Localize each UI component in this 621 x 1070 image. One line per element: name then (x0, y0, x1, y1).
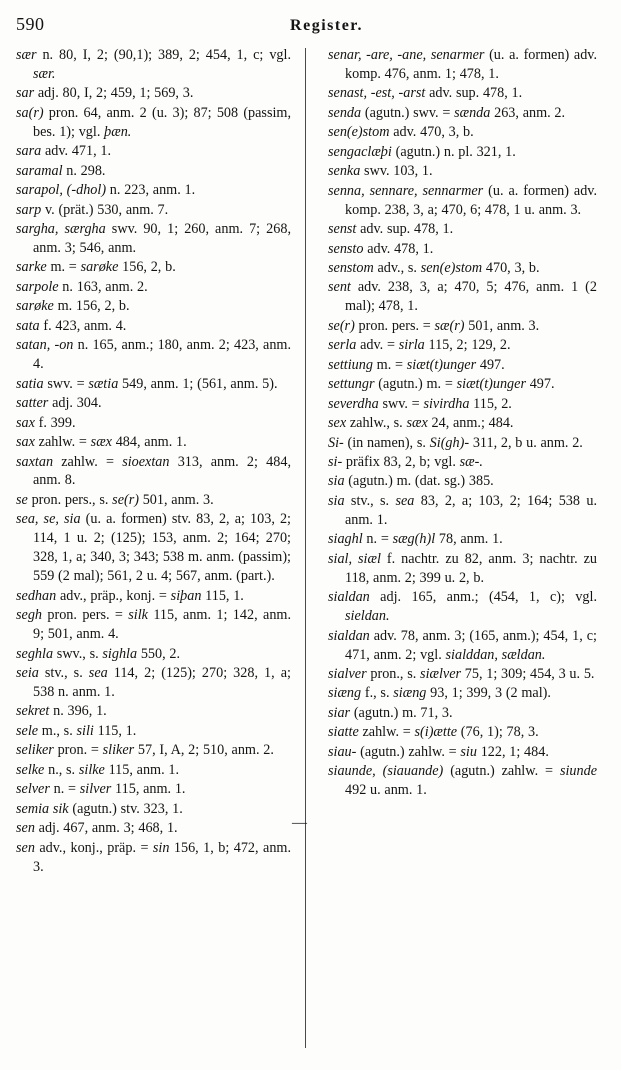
register-entry: sia (agutn.) m. (dat. sg.) 385. (328, 473, 494, 490)
folio-number: 590 (16, 14, 45, 34)
register-entry: sex zahlw., s. sæx 24, anm.; 484. (328, 415, 514, 432)
register-entry: sær n. 80, I, 2; (90,1); 389, 2; 454, 1, c; vgl. sær. (16, 47, 291, 82)
register-entry: selver n. = silver 115, anm. 1. (16, 781, 186, 798)
register-entry: seia stv., s. sea 114, 2; (125); 270; 328, 1, a; 538 n. anm. 1. (16, 665, 291, 700)
register-entry: satter adj. 304. (16, 395, 102, 412)
register-entry: senda (agutn.) swv. = sænda 263, anm. 2. (328, 104, 566, 121)
register-entry: senstom adv., s. sen(e)stom 470, 3, b. (328, 259, 540, 276)
register-entry: sia stv., s. sea 83, 2, a; 103, 2; 164; 538 u. anm. 1. (328, 492, 597, 528)
page-header (16, 14, 607, 40)
register-entry: sengaclæþi (agutn.) n. pl. 321, 1. (328, 143, 516, 160)
register-entry: sax f. 399. (16, 414, 76, 431)
register-entry: siæng f., s. siæng 93, 1; 399, 3 (2 mal). (328, 685, 551, 702)
register-entry: senst adv. sup. 478, 1. (328, 221, 454, 238)
register-entry: sarapol, (-dhol) n. 223, anm. 1. (16, 182, 196, 199)
register-entry: serla adv. = sirla 115, 2; 129, 2. (328, 337, 511, 354)
register-entry: sekret n. 396, 1. (16, 703, 107, 720)
register-entry: segh pron. pers. = silk 115, anm. 1; 142, anm. 9; 501, anm. 4. (16, 607, 291, 643)
register-entry: senna, sennare, sennarmer (u. a. formen) adv. komp. 238, 3, a; 470, 6; 478, 1 u. anm. 3. (328, 182, 598, 218)
register-entry: siaunde, (siauande) (agutn.) zahlw. = siunde 492 u. anm. 1. (328, 763, 597, 799)
register-entry: siatte zahlw. = s(i)ætte (76, 1); 78, 3. (328, 724, 539, 741)
register-entry: satan, -on n. 165, anm.; 180, anm. 2; 423, anm. 4. (16, 337, 292, 373)
register-entry: se pron. pers., s. se(r) 501, anm. 3. (16, 491, 214, 508)
register-entry: siau- (agutn.) zahlw. = siu 122, 1; 484. (328, 743, 549, 760)
register-entry: senast, -est, -arst adv. sup. 478, 1. (328, 85, 523, 102)
left-column (16, 46, 299, 1056)
column-divider (305, 48, 306, 1048)
register-entry: siar (agutn.) m. 71, 3. (328, 704, 453, 721)
register-entry: si- präfix 83, 2, b; vgl. sæ-. (328, 454, 483, 471)
right-column (314, 46, 597, 1056)
register-entry: siaghl n. = sæg(h)l 78, anm. 1. (328, 531, 503, 548)
register-entry: sialver pron., s. siælver 75, 1; 309; 454, 3 u. 5. (328, 666, 595, 682)
register-entry: seliker pron. = sliker 57, I, A, 2; 510, anm. 2. (16, 742, 274, 759)
register-entry: sen adj. 467, anm. 3; 468, 1. (16, 820, 178, 837)
register-entry: seghla swv., s. sighla 550, 2. (16, 645, 181, 662)
register-entry: saxtan zahlw. = sioextan 313, anm. 2; 484, anm. 8. (16, 453, 292, 489)
register-entry: sen adv., konj., präp. = sin 156, 1, b; 472, anm. 3. (16, 839, 291, 875)
register-entry: senka swv. 103, 1. (328, 163, 433, 180)
register-entry: satia swv. = sætia 549, anm. 1; (561, anm. 5). (16, 375, 278, 392)
register-entry: sax zahlw. = sæx 484, anm. 1. (16, 434, 187, 451)
register-entry: sarke m. = sarøke 156, 2, b. (16, 259, 176, 276)
register-entry: sarp v. (prät.) 530, anm. 7. (16, 201, 169, 218)
register-entry: sara adv. 471, 1. (16, 143, 112, 160)
register-entry: sargha, særgha swv. 90, 1; 260, anm. 7; 268, anm. 3; 546, anm. (16, 221, 291, 257)
margin-dash-mark: — (292, 815, 307, 831)
register-entry: sent adv. 238, 3, a; 470, 5; 476, anm. 1 (2 mal); 478, 1. (328, 279, 597, 315)
register-entry: sialdan adv. 78, anm. 3; (165, anm.); 454, 1, c; 471, anm. 2; vgl. sialddan, sældan. (328, 627, 597, 663)
two-column-body (16, 46, 607, 1056)
register-entry: sa(r) pron. 64, anm. 2 (u. 3); 87; 508 (passim, bes. 1); vgl. þæn. (16, 104, 291, 140)
register-entry: sarøke m. 156, 2, b. (16, 298, 130, 315)
register-entry: se(r) pron. pers. = sæ(r) 501, anm. 3. (328, 317, 540, 334)
register-entry: Si- (in namen), s. Si(gh)- 311, 2, b u. anm. 2. (328, 434, 583, 451)
register-entry: sialdan adj. 165, anm.; (454, 1, c); vgl. sieldan. (328, 589, 597, 625)
register-entry: saramal n. 298. (16, 162, 106, 179)
register-entry: selke n., s. silke 115, anm. 1. (16, 761, 180, 778)
register-entry: sarpole n. 163, anm. 2. (16, 278, 148, 295)
register-entry: settungr (agutn.) m. = siæt(t)unger 497. (328, 376, 555, 393)
register-entry: settiung m. = siæt(t)unger 497. (328, 356, 505, 373)
register-entry: senar, -are, -ane, senarmer (u. a. formen) adv. komp. 476, anm. 1; 478, 1. (328, 47, 598, 82)
register-entry: sata f. 423, anm. 4. (16, 317, 127, 334)
register-entry: sial, siæl f. nachtr. zu 82, anm. 3; nachtr. zu 118, anm. 2; 399 u. 2, b. (328, 550, 597, 586)
register-entry: semia sik (agutn.) stv. 323, 1. (16, 800, 183, 817)
register-entry: sele m., s. sili 115, 1. (16, 722, 137, 739)
running-title: Register. (290, 17, 363, 34)
register-entry: sensto adv. 478, 1. (328, 240, 434, 257)
register-entry: sar adj. 80, I, 2; 459, 1; 569, 3. (16, 85, 194, 102)
register-entry: sea, se, sia (u. a. formen) stv. 83, 2, a; 103, 2; 114, 1 u. 2; (125); 153, anm. 2; 164; 270; 328, 1, a; 340, 3; 343; 538 m. anm. (passim); 559 (2 mal); 561, 2 u. 4; 567, anm. (part.). (16, 511, 291, 585)
register-entry: sedhan adv., präp., konj. = siþan 115, 1. (16, 587, 244, 604)
register-entry: sen(e)stom adv. 470, 3, b. (328, 124, 474, 141)
register-entry: severdha swv. = sivirdha 115, 2. (328, 395, 512, 412)
